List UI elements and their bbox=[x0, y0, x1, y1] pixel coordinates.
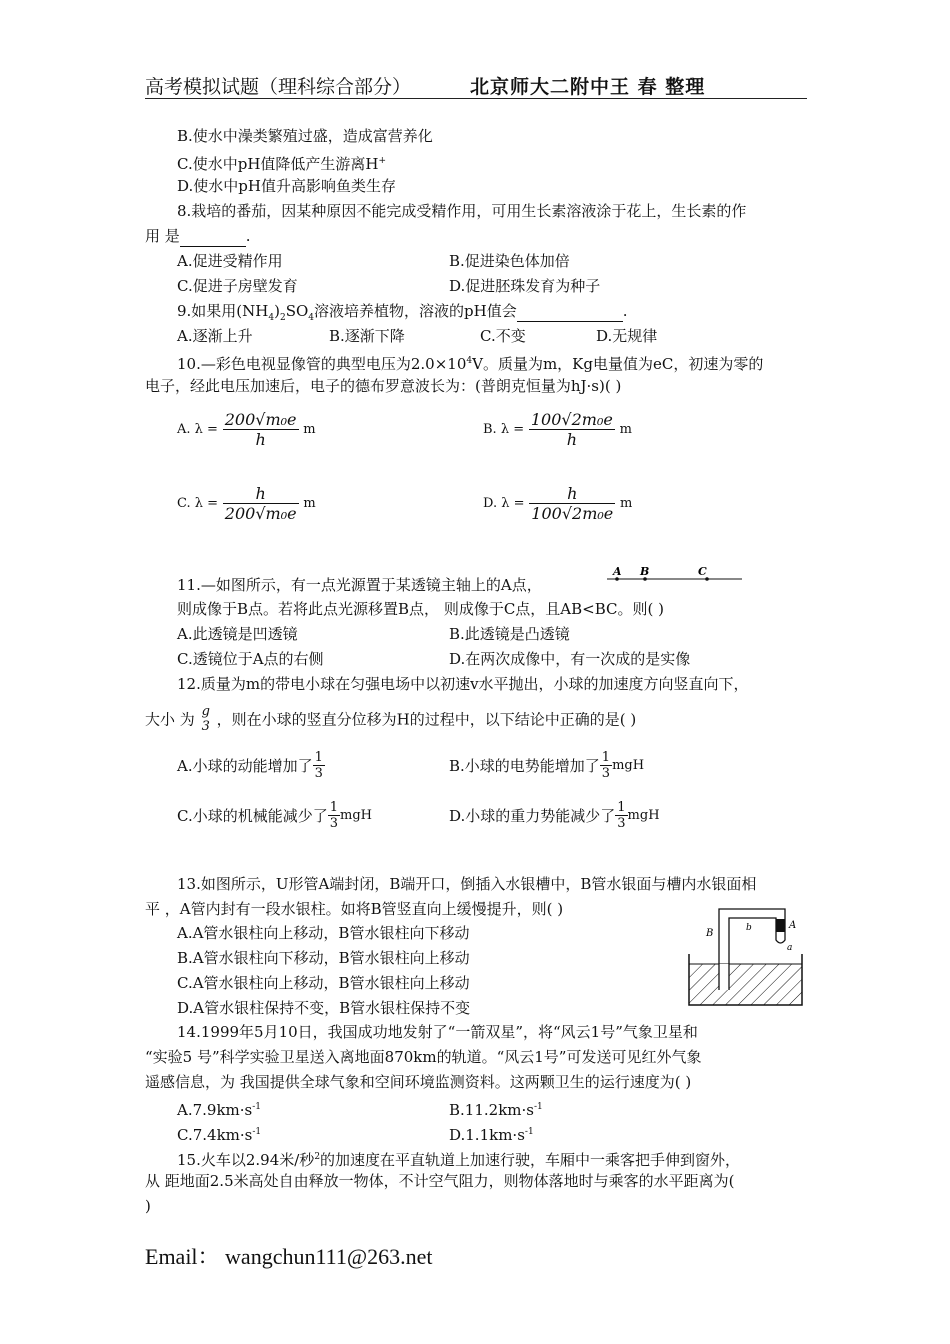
header-title: 高考模拟试题（理科综合部分） bbox=[145, 76, 412, 98]
point-c-label: C bbox=[698, 565, 707, 578]
q13-option-a: A.A管水银柱向上移动，B管水银柱向下移动 bbox=[177, 924, 470, 942]
q12-stem-line1: 12.质量为m的带电小球在匀强电场中以初速v水平抛出，小球的加速度方向竖直向下， bbox=[177, 675, 749, 693]
q12-option-d-fraction: $\frac{1}{3}$ bbox=[617, 800, 626, 831]
q15-stem-line1: 15.火车以2.94米/秒$^2$的加速度在平直轨道上加速行驶，车厢中一乘客把手伸到窗外， bbox=[177, 1151, 741, 1169]
q10-option-c-fraction: $\frac{h}{\text{200√m₀e}}$ bbox=[224, 484, 297, 523]
footer-email: Email： wangchun111@263.net bbox=[145, 1244, 433, 1269]
q9-option-d: D.无规律 bbox=[596, 327, 658, 345]
q10-option-d: D. λ = $\frac{h}{\text{100√2m₀e}}$ m bbox=[483, 484, 633, 523]
q12-option-b: B.小球的电势能增加了 $\frac{1}{3}$ mgH bbox=[449, 750, 645, 781]
q14-option-d: $D.1.1km\cdot s^{-1}$ bbox=[449, 1126, 534, 1144]
q14-stem-line1: 14.1999年5月10日，我国成功地发射了“一箭双星”，将“风云1号”气象卫星和 bbox=[177, 1023, 698, 1041]
q10-stem-line2: 电子，经此电压加速后，电子的德布罗意波长为：(普朗克恒量为hJ·s)( ) bbox=[145, 377, 622, 395]
q13-stem-line2: 平 ，A管内封有一段水银柱。如将B管竖直向上缓慢提升，则( ) bbox=[145, 900, 564, 918]
q10-option-c: C. λ = $\frac{h}{\text{200√m₀e}}$ m bbox=[177, 484, 316, 523]
q15-stem-line2: 从 距地面2.5米高处自由释放一物体，不计空气阻力，则物体落地时与乘客的水平距离为( bbox=[145, 1172, 735, 1190]
q14-option-a: $A.7.9km\cdot s^{-1}$ bbox=[177, 1101, 262, 1119]
header-author: 北京师大二附中王 春 整理 bbox=[470, 76, 706, 98]
q8-option-d: D.促进胚珠发育为种子 bbox=[449, 277, 601, 295]
page-header bbox=[145, 70, 807, 99]
q12-option-d: D.小球的重力势能减少了 $\frac{1}{3}$ mgH bbox=[449, 800, 660, 831]
q15-stem-line3: ) bbox=[145, 1197, 151, 1215]
point-a-label: A bbox=[613, 565, 622, 578]
q13-option-d: D.A管水银柱保持不变，B管水银柱保持不变 bbox=[177, 999, 471, 1017]
q13-u-tube-figure bbox=[686, 904, 806, 1008]
a-tube-mercury-column bbox=[777, 919, 785, 932]
label-small-a: a bbox=[787, 943, 793, 953]
q9-option-b: B.逐渐下降 bbox=[329, 327, 405, 345]
q11-option-d: D.在两次成像中，有一次成的是实像 bbox=[449, 650, 691, 668]
q8-option-a: A.促进受精作用 bbox=[177, 252, 283, 270]
q13-option-b: B.A管水银柱向下移动，B管水银柱向上移动 bbox=[177, 949, 470, 967]
q10-option-d-fraction: $\frac{h}{\text{100√2m₀e}}$ bbox=[531, 484, 614, 523]
q9-stem: 9.如果用$(NH_4)_2SO_4$溶液培养植物，溶液的pH值会 . bbox=[177, 302, 628, 323]
q11-option-a: A.此透镜是凹透镜 bbox=[177, 625, 298, 643]
q11-stem-line2: 则成像于B点。若将此点光源移置B点， 则成像于C点，且AB<BC。则( ) bbox=[177, 600, 664, 618]
q7-option-b: B.使水中澡类繁殖过盛，造成富营养化 bbox=[177, 127, 433, 145]
q14-stem-line2: “实验5 号”科学实验卫星送入离地面870km的轨道。“风云1号”可发送可见红外气象 bbox=[145, 1048, 702, 1066]
q8-stem-line2: 用 是 . bbox=[145, 227, 251, 245]
label-b-tube: B bbox=[706, 928, 714, 939]
q8-option-c: C.促进子房壁发育 bbox=[177, 277, 298, 295]
q11-option-c: C.透镜位于A点的右侧 bbox=[177, 650, 324, 668]
q14-option-c: $C.7.4km\cdot s^{-1}$ bbox=[177, 1126, 262, 1144]
q11-axis-figure bbox=[605, 562, 745, 584]
q12-option-a: A.小球的动能增加了 $\frac{1}{3}$ bbox=[177, 750, 323, 781]
q11-option-b: B.此透镜是凸透镜 bbox=[449, 625, 570, 643]
q10-option-a-fraction: $\frac{\text{200√m₀e}}{h}$ bbox=[224, 410, 297, 449]
q13-option-c: C.A管水银柱向上移动，B管水银柱向上移动 bbox=[177, 974, 470, 992]
mercury-trough-fill bbox=[689, 964, 802, 1005]
q8-stem-line1: 8.栽培的番茄，因某种原因不能完成受精作用，可用生长素溶液涂于花上，生长素的作 bbox=[177, 202, 747, 220]
q12-option-b-fraction: $\frac{1}{3}$ bbox=[601, 750, 611, 781]
q9-option-c: C.不变 bbox=[480, 327, 526, 345]
q12-option-c: C.小球的机械能减少了 $\frac{1}{3}$ mgH bbox=[177, 800, 372, 831]
q14-option-b: $B.11.2km\cdot s^{-1}$ bbox=[449, 1101, 543, 1119]
label-a-tube: A bbox=[789, 920, 797, 931]
q7-option-c: C.使水中pH值降低产生游离H+ bbox=[177, 155, 387, 173]
q10-option-a: A. λ = $\frac{\text{200√m₀e}}{h}$ m bbox=[177, 410, 316, 449]
q9-option-a: A.逐渐上升 bbox=[177, 327, 253, 345]
b-tube-inner bbox=[719, 964, 729, 990]
q14-stem-line3: 遥感信息，为 我国提供全球气象和空间环境监测资料。这两颗卫生的运行速度为( ) bbox=[145, 1073, 692, 1091]
q12-option-c-fraction: $\frac{1}{3}$ bbox=[329, 800, 338, 831]
q13-stem-line1: 13.如图所示，U形管A端封闭，B端开口，倒插入水银槽中，B管水银面与槽内水银面相 bbox=[177, 875, 757, 893]
q12-g-over-3-fraction: g 3 bbox=[201, 704, 210, 734]
q10-option-b-fraction: $\frac{\text{100√2m₀e}}{h}$ bbox=[530, 410, 613, 449]
q7-option-d: D.使水中pH值升高影响鱼类生存 bbox=[177, 177, 396, 195]
q12-option-a-fraction: $\frac{1}{3}$ bbox=[314, 750, 323, 781]
q12-stem-line2: 大小 为 g 3 ，则在小球的竖直分位移为H的过程中，以下结论中正确的是( ) bbox=[145, 704, 637, 734]
q8-option-b: B.促进染色体加倍 bbox=[449, 252, 570, 270]
label-small-b: b bbox=[746, 923, 752, 933]
point-b-label: B bbox=[640, 565, 650, 578]
q10-stem-line1: 10.—彩色电视显像管的典型电压为$2.0\times 10^4V$。质量为m，Kg电量值为eC，初速为零的 bbox=[177, 355, 764, 373]
q11-stem-line1: 11.—如图所示，有一点光源置于某透镜主轴上的A点， bbox=[177, 576, 542, 594]
a-tube-sealed-end bbox=[776, 932, 785, 943]
q10-option-b: B. λ = $\frac{\text{100√2m₀e}}{h}$ m bbox=[483, 410, 632, 449]
